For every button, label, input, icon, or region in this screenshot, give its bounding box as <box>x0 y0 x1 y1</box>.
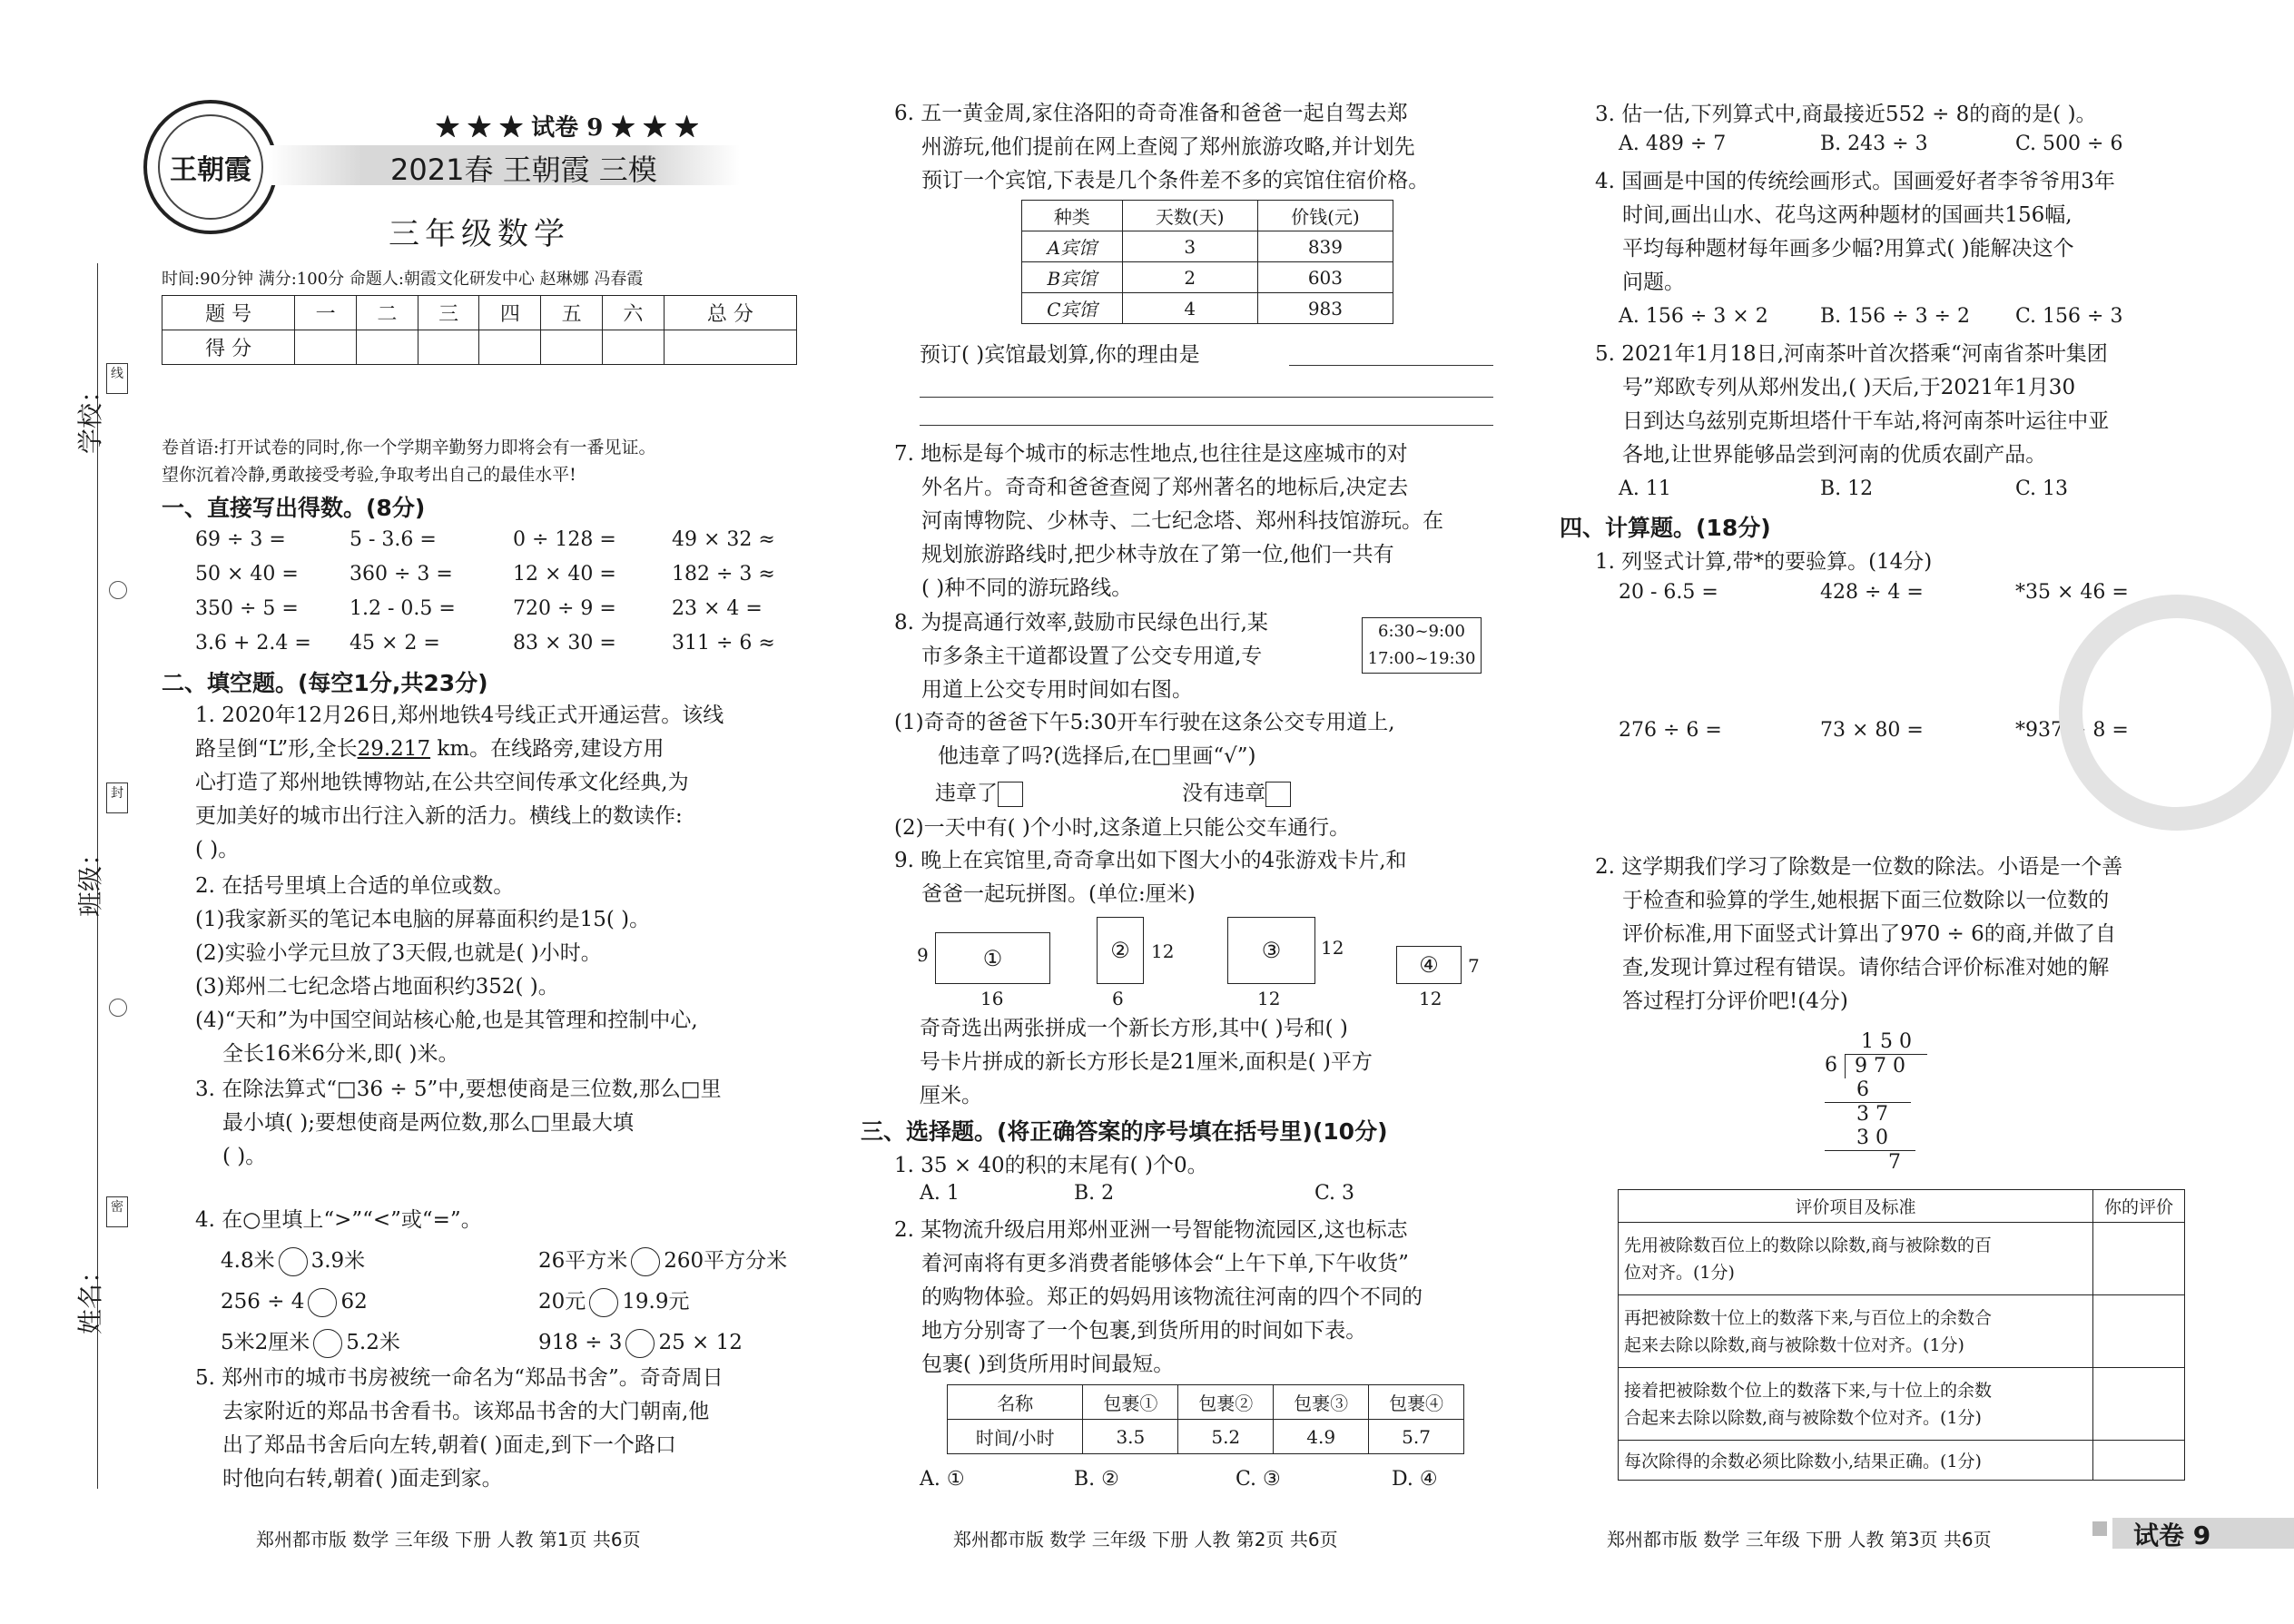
table-cell: 839 <box>1257 231 1393 262</box>
score-input[interactable] <box>418 330 479 365</box>
table-cell: 3 <box>1122 231 1257 262</box>
brand-logo-text: 王朝霞 <box>158 114 263 220</box>
table-cell: 4.9 <box>1274 1420 1369 1454</box>
game-card-2: ② <box>1097 917 1144 984</box>
game-card-3: ③ <box>1227 917 1315 984</box>
question-2-1 <box>195 699 812 867</box>
choice-label: 违章了 <box>935 782 998 805</box>
subject-title: 三年级数学 <box>389 216 570 252</box>
section-1-title: 一、直接写出得数。(8分) <box>162 495 426 521</box>
score-header-cell: 四 <box>479 296 541 330</box>
choice-not-violated <box>1182 776 1291 807</box>
text-line: 日到达乌兹别克斯坦塔什干车站,将河南茶叶运往中亚 <box>1622 409 2110 433</box>
text-line: 位对齐。(1分) <box>1624 1262 1735 1283</box>
question-3-2 <box>894 1214 1423 1382</box>
compare-right: 5.2米 <box>346 1331 400 1354</box>
seal-mark-xian: 线 <box>106 363 128 394</box>
score-input[interactable] <box>664 330 796 365</box>
option[interactable]: B. 12 <box>1820 477 1874 500</box>
text-line: 心打造了郑州地铁博物站,在公共空间传承文化经典,为 <box>195 771 689 794</box>
option[interactable]: C. 156 ÷ 3 <box>2015 305 2123 328</box>
card-1-height: 9 <box>917 944 929 966</box>
text-line: (1)我家新买的笔记本电脑的屏幕面积约是15( )。 <box>195 908 651 931</box>
text-line: 出了郑品书舍后向左转,朝着( )面走,到下一个路口 <box>222 1433 676 1457</box>
question-3-3: 3. 估一估,下列算式中,商最接近552 ÷ 8的商的是( )。 <box>1595 103 2097 126</box>
score-header-cell: 六 <box>602 296 664 330</box>
question-3-4 <box>1595 165 2115 300</box>
table-header: 你的评价 <box>2093 1190 2185 1223</box>
game-card-4: ④ <box>1396 946 1462 984</box>
exam-title: 2021春 王朝霞 三模 <box>390 153 657 187</box>
text-line: 各地,让世界能够品尝到河南的优质农副产品。 <box>1622 443 2047 467</box>
question-2-2 <box>195 870 698 1071</box>
table-header: 天数(天) <box>1122 201 1257 231</box>
text-line: 河南博物院、少林寺、二七纪念塔、郑州科技馆游玩。在 <box>921 509 1443 533</box>
text-line: 2. 某物流升级启用郑州亚洲一号智能物流园区,这也标志 <box>894 1218 1408 1242</box>
text-line: 接着把被除数个位上的数落下来,与十位上的余数 <box>1624 1380 1993 1401</box>
table-cell: 983 <box>1257 293 1393 324</box>
card-3-height: 12 <box>1321 937 1344 959</box>
question-3-2-options <box>920 1468 1438 1491</box>
table-header: 名称 <box>948 1385 1083 1420</box>
motto <box>162 434 655 488</box>
text-line: 8. 为提高通行效率,鼓励市民绿色出行,某 <box>894 611 1268 635</box>
score-input[interactable] <box>541 330 603 365</box>
eval-input[interactable] <box>2093 1368 2185 1441</box>
calc-item: *937 ÷ 8 = <box>2015 719 2129 742</box>
punch-hole-icon <box>109 581 127 599</box>
exam-number: ★ ★ ★ 试卷 9 ★ ★ ★ <box>436 114 699 142</box>
bus-lane-sign <box>1362 617 1482 674</box>
option[interactable]: B. ② <box>1074 1468 1119 1491</box>
table-cell: C宾馆 <box>1022 293 1123 324</box>
seal-mark-feng: 封 <box>106 782 128 813</box>
brand-logo <box>143 100 278 234</box>
text-line: (2)实验小学元旦放了3天假,也就是( )小时。 <box>195 941 602 965</box>
text-line: 2. 这学期我们学习了除数是一位数的除法。小语是一个善 <box>1595 855 2123 879</box>
option[interactable]: A. 11 <box>1619 477 1671 500</box>
score-input[interactable] <box>295 330 357 365</box>
calc-item: 276 ÷ 6 = <box>1619 719 1722 742</box>
table-cell: 时间/小时 <box>948 1420 1083 1454</box>
division-step: 6 <box>1856 1078 1869 1101</box>
game-card-1: ① <box>935 932 1050 984</box>
calc-row-2 <box>1619 719 2129 742</box>
text-line: 3. 在除法算式“□36 ÷ 5”中,要想使商是三位数,那么□里 <box>195 1078 722 1101</box>
compare-circle[interactable] <box>625 1329 655 1358</box>
question-2-5 <box>195 1362 724 1496</box>
choice-violated <box>935 776 1023 807</box>
text-span: 路呈倒“L”形,全长 <box>195 737 358 761</box>
text-line: 5. 2021年1月18日,河南茶叶首次搭乘“河南省茶叶集团 <box>1595 342 2108 366</box>
compare-left: 26平方米 <box>538 1249 628 1273</box>
bus-time: 17:00~19:30 <box>1367 649 1476 668</box>
division-step: 3 0 <box>1856 1127 1888 1149</box>
question-2-7 <box>894 438 1443 605</box>
table-cell: B宾馆 <box>1022 262 1123 293</box>
package-table <box>947 1384 1464 1454</box>
eval-input[interactable] <box>2093 1223 2185 1295</box>
option[interactable]: B. 2 <box>1074 1182 1115 1205</box>
card-3-width: 12 <box>1257 988 1281 1009</box>
footer-page-3: 郑州都市版 数学 三年级 下册 人教 第3页 共6页 <box>1607 1529 1992 1550</box>
table-cell: 3.5 <box>1083 1420 1178 1454</box>
text-line: 答过程打分评价吧!(4分) <box>1622 989 1848 1013</box>
text-line: 起来去除以除数,商与被除数十位对齐。(1分) <box>1624 1334 1964 1355</box>
text-line: 包裹( )到货所用时间最短。 <box>921 1353 1175 1376</box>
table-cell: 4 <box>1122 293 1257 324</box>
compare-left: 918 ÷ 3 <box>538 1331 623 1354</box>
footer-exam-tag: 试卷 9 <box>2133 1521 2211 1550</box>
compare-left: 5米2厘米 <box>221 1331 310 1354</box>
text-line: 着河南将有更多消费者能够体会“上午下单,下午收货” <box>921 1252 1409 1275</box>
eval-criterion <box>1619 1368 2093 1441</box>
text-line: 1. 2020年12月26日,郑州地铁4号线正式开通运营。该线 <box>195 704 724 727</box>
table-header: 包裹③ <box>1274 1385 1369 1420</box>
name-label: 姓名： <box>75 1257 105 1334</box>
table-header: 包裹② <box>1178 1385 1274 1420</box>
table-header: 种类 <box>1022 201 1123 231</box>
eval-input[interactable] <box>2093 1295 2185 1368</box>
score-input[interactable] <box>479 330 541 365</box>
score-header-cell: 题 号 <box>162 296 295 330</box>
answer-blank[interactable]: ( )。 <box>195 838 240 861</box>
math-item: 350 ÷ 5 = <box>195 597 299 620</box>
question-4-2 <box>1595 851 2122 1019</box>
option[interactable]: D. ④ <box>1392 1468 1438 1491</box>
watermark-stamp-icon <box>2059 595 2294 831</box>
option[interactable]: C. ③ <box>1236 1468 1281 1491</box>
calc-row-1 <box>1619 581 2129 604</box>
section-4-title: 四、计算题。(18分) <box>1560 515 1771 541</box>
text-line: 最小填( );要想使商是两位数,那么□里最大填 <box>222 1111 635 1135</box>
eval-input[interactable] <box>2093 1441 2185 1481</box>
calc-item: 428 ÷ 4 = <box>1820 581 1924 604</box>
hotel-table <box>1021 200 1393 324</box>
math-item: 3.6 + 2.4 = <box>195 632 311 655</box>
compare-right: 19.9元 <box>622 1290 690 1314</box>
option[interactable]: A. 1 <box>920 1182 960 1205</box>
text-line: 去家附近的郑品书舍看书。该郑品书舍的大门朝南,他 <box>222 1400 710 1423</box>
text-line: 7. 地标是每个城市的标志性地点,也往往是这座城市的对 <box>894 442 1408 466</box>
bus-time: 6:30~9:00 <box>1378 622 1465 641</box>
question-3-4-options <box>1619 305 2122 328</box>
option[interactable]: A. 489 ÷ 7 <box>1619 133 1727 155</box>
score-input[interactable] <box>356 330 418 365</box>
question-2-6 <box>894 97 1429 198</box>
table-cell: A宾馆 <box>1022 231 1123 262</box>
table-header: 评价项目及标准 <box>1619 1190 2093 1223</box>
choice-label: 没有违章 <box>1182 782 1265 805</box>
text-line: 平均每种题材每年画多少幅?用算式( )能解决这个 <box>1622 237 2074 261</box>
school-label: 学校： <box>75 377 105 454</box>
mental-math-grid <box>195 523 775 661</box>
eval-criterion <box>1619 1295 2093 1368</box>
text-line: 评价标准,用下面竖式计算出了970 ÷ 6的商,并做了自 <box>1622 922 2117 946</box>
question-2-8-2: (2)一天中有( )个小时,这条道上只能公交车通行。 <box>894 816 1351 840</box>
decor-square <box>2092 1521 2107 1536</box>
seal-mark-mi: 密 <box>106 1196 128 1227</box>
eval-criterion <box>1619 1223 2093 1295</box>
question-3-1: 1. 35 × 40的积的末尾有( )个0。 <box>894 1154 1208 1177</box>
text-line: 厘米。 <box>920 1084 982 1107</box>
text-line: 他违章了吗?(选择后,在□里画“√”) <box>938 744 1256 768</box>
question-2-3 <box>195 1073 722 1174</box>
score-header-cell: 五 <box>541 296 603 330</box>
question-2-9-answer <box>920 1012 1373 1113</box>
score-input[interactable] <box>602 330 664 365</box>
exam-info: 时间:90分钟 满分:100分 命题人:朝霞文化研发中心 赵琳娜 冯春霞 <box>162 270 644 289</box>
text-line: 再把被除数十位上的数落下来,与百位上的余数合 <box>1624 1307 1993 1328</box>
section-2-title: 二、填空题。(每空1分,共23分) <box>162 670 488 696</box>
math-item: 83 × 30 = <box>513 632 616 655</box>
table-cell: 5.2 <box>1178 1420 1274 1454</box>
class-label: 班级： <box>75 840 105 917</box>
question-3-3-options <box>1619 133 2122 155</box>
table-cell: 2 <box>1122 262 1257 293</box>
text-line: 用道上公交专用时间如右图。 <box>921 678 1193 702</box>
text-line: 号卡片拼成的新长方形长是21厘米,面积是( )平方 <box>920 1050 1373 1074</box>
card-2-height: 12 <box>1151 940 1175 962</box>
text-line: 2. 在括号里填上合适的单位或数。 <box>195 874 515 898</box>
question-3-1-options <box>920 1182 1354 1205</box>
option[interactable]: B. 243 ÷ 3 <box>1820 133 1928 155</box>
text-line: 9. 晚上在宾馆里,奇奇拿出如下图大小的4张游戏卡片,和 <box>894 849 1407 872</box>
math-item: 45 × 2 = <box>350 632 440 655</box>
compare-right: 25 × 12 <box>658 1331 743 1354</box>
long-division <box>1825 1030 1970 1175</box>
math-item: 182 ÷ 3 ≈ <box>672 563 775 586</box>
math-item: 50 × 40 = <box>195 563 299 586</box>
math-item: 0 ÷ 128 = <box>513 528 616 551</box>
hotel-answer-prompt: 预订( )宾馆最划算,你的理由是 <box>920 343 1200 367</box>
table-header: 包裹① <box>1083 1385 1178 1420</box>
compare-circle[interactable] <box>279 1247 308 1276</box>
evaluation-table <box>1618 1189 2185 1481</box>
text-line: ( )。 <box>222 1145 267 1168</box>
division-step: 3 7 <box>1825 1102 1911 1127</box>
compare-right: 62 <box>340 1290 368 1314</box>
score-header-cell: 三 <box>418 296 479 330</box>
text-span: km。在线路旁,建设方用 <box>430 737 665 761</box>
text-line: 时他向右转,朝着( )面走到家。 <box>222 1467 503 1491</box>
question-3-5 <box>1595 338 2109 472</box>
answer-line[interactable] <box>1289 365 1493 366</box>
calc-item: 20 - 6.5 = <box>1619 581 1718 604</box>
score-row-label: 得 分 <box>162 330 295 365</box>
text-line: ( )种不同的游玩路线。 <box>921 576 1133 600</box>
question-2-9 <box>894 844 1407 911</box>
text-line: 先用被除数百位上的数除以除数,商与被除数的百 <box>1624 1235 1993 1255</box>
math-item: 1.2 - 0.5 = <box>350 597 456 620</box>
math-item: 311 ÷ 6 ≈ <box>672 632 775 655</box>
punch-hole-icon <box>109 999 127 1017</box>
table-header: 价钱(元) <box>1257 201 1393 231</box>
compare-circle[interactable] <box>308 1288 337 1317</box>
table-cell: 5.7 <box>1369 1420 1464 1454</box>
section-3-title: 三、选择题。(将正确答案的序号填在括号里)(10分) <box>861 1118 1388 1145</box>
text-line: 市多条主干道都设置了公交专用道,专 <box>921 645 1263 668</box>
compare-right: 260平方分米 <box>664 1249 788 1273</box>
text-line: 合起来去除以除数,商与被除数个位对齐。(1分) <box>1624 1407 1982 1428</box>
math-item: 69 ÷ 3 = <box>195 528 286 551</box>
option[interactable]: C. 500 ÷ 6 <box>2015 133 2123 155</box>
answer-line[interactable] <box>920 397 1493 398</box>
text-line: 州游玩,他们提前在网上查阅了郑州旅游攻略,并计划先 <box>921 135 1415 159</box>
calc-item: 73 × 80 = <box>1820 719 1924 742</box>
math-item: 49 × 32 ≈ <box>672 528 775 551</box>
option[interactable]: A. ① <box>920 1468 965 1491</box>
compare-left: 4.8米 <box>221 1249 275 1273</box>
division-step: 7 <box>1825 1150 1915 1175</box>
eval-criterion: 每次除得的余数必须比除数小,结果正确。(1分) <box>1619 1441 2093 1481</box>
option[interactable]: A. 156 ÷ 3 × 2 <box>1619 305 1768 328</box>
math-item: 360 ÷ 3 = <box>350 563 453 586</box>
card-4-width: 12 <box>1419 988 1442 1009</box>
text-line: 预订一个宾馆,下表是几个条件差不多的宾馆住宿价格。 <box>921 169 1430 192</box>
motto-line: 望你沉着冷静,勇敢接受考验,争取考出自己的最佳水平! <box>162 465 576 485</box>
card-4-height: 7 <box>1468 955 1480 977</box>
text-line: 全长16米6分米,即( )米。 <box>222 1042 459 1066</box>
option[interactable]: C. 3 <box>1314 1182 1355 1205</box>
table-header: 包裹④ <box>1369 1385 1464 1420</box>
text-line: 查,发现计算过程有错误。请你结合评价标准对她的解 <box>1622 956 2110 979</box>
math-item: 5 - 3.6 = <box>350 528 437 551</box>
answer-line[interactable] <box>920 425 1493 426</box>
math-item: 12 × 40 = <box>513 563 616 586</box>
underlined-number: 29.217 <box>357 737 431 761</box>
text-line: 地方分别寄了一个包裹,到货所用的时间如下表。 <box>921 1319 1367 1343</box>
footer-page-2: 郑州都市版 数学 三年级 下册 人教 第2页 共6页 <box>953 1529 1338 1550</box>
text-line: (4)“天和”为中国空间站核心舱,也是其管理和控制中心, <box>195 1009 698 1032</box>
checkbox[interactable] <box>1265 782 1291 807</box>
question-3-5-options <box>1619 477 2068 500</box>
quotient: 1 5 0 <box>1861 1030 1912 1053</box>
text-line: 奇奇选出两张拼成一个新长方形,其中( )号和( ) <box>920 1017 1348 1040</box>
text-line: 爸爸一起玩拼图。(单位:厘米) <box>921 882 1196 906</box>
question-2-8 <box>894 606 1268 707</box>
text-line: 的购物体验。郑正的妈妈用该物流往河南的四个不同的 <box>921 1285 1423 1309</box>
text-line: 外名片。奇奇和爸爸查阅了郑州著名的地标后,决定去 <box>921 476 1409 499</box>
score-header-cell: 一 <box>295 296 357 330</box>
question-4-1: 1. 列竖式计算,带*的要验算。(14分) <box>1595 550 1933 574</box>
text-line: (3)郑州二七纪念塔占地面积约352( )。 <box>195 975 559 999</box>
option[interactable]: C. 13 <box>2015 477 2069 500</box>
math-item: 23 × 4 = <box>672 597 763 620</box>
score-table <box>162 295 797 365</box>
text-line: (1)奇奇的爸爸下午5:30开车行驶在这条公交专用道上, <box>894 711 1395 734</box>
text-line: 规划旅游路线时,把少林寺放在了第一位,他们一共有 <box>921 543 1394 566</box>
question-2-4 <box>195 1200 787 1363</box>
compare-circle[interactable] <box>313 1329 342 1358</box>
text-line: 4. 国画是中国的传统绘画形式。国画爱好者李爷爷用3年 <box>1595 170 2115 193</box>
card-1-width: 16 <box>980 988 1004 1009</box>
calc-item: *35 × 46 = <box>2015 581 2129 604</box>
compare-left: 256 ÷ 4 <box>221 1290 305 1314</box>
text-line: 问题。 <box>1622 271 1685 294</box>
text-line: 4. 在○里填上“>”“<”或“=”。 <box>195 1208 482 1232</box>
compare-left: 20元 <box>538 1290 586 1314</box>
motto-line: 卷首语:打开试卷的同时,你一个学期辛勤努力即将会有一番见证。 <box>162 438 656 458</box>
checkbox[interactable] <box>998 782 1023 807</box>
text-line: 5. 郑州市的城市书房被统一命名为“郑品书舍”。奇奇周日 <box>195 1366 724 1390</box>
divisor: 6 <box>1825 1054 1837 1077</box>
dividend: 9 7 0 <box>1845 1054 1927 1078</box>
table-cell: 603 <box>1257 262 1393 293</box>
text-line: 时间,画出山水、花鸟这两种题材的国画共156幅, <box>1622 203 2072 227</box>
compare-circle[interactable] <box>589 1288 618 1317</box>
math-item: 720 ÷ 9 = <box>513 597 616 620</box>
text-line: 更加美好的城市出行注入新的活力。横线上的数读作: <box>195 804 683 828</box>
compare-right: 3.9米 <box>310 1249 366 1273</box>
text-line: 6. 五一黄金周,家住洛阳的奇奇准备和爸爸一起自驾去郑 <box>894 102 1408 125</box>
footer-page-1: 郑州都市版 数学 三年级 下册 人教 第1页 共6页 <box>256 1529 641 1550</box>
text-line: 号”郑欧专列从郑州发出,( )天后,于2021年1月30 <box>1622 376 2076 399</box>
question-2-8-1 <box>894 706 1395 773</box>
compare-circle[interactable] <box>631 1247 660 1276</box>
score-header-cell: 总 分 <box>664 296 796 330</box>
text-line: 于检查和验算的学生,她根据下面三位数除以一位数的 <box>1622 889 2110 912</box>
card-2-width: 6 <box>1112 988 1124 1009</box>
option[interactable]: B. 156 ÷ 3 ÷ 2 <box>1820 305 1970 328</box>
score-header-cell: 二 <box>356 296 418 330</box>
